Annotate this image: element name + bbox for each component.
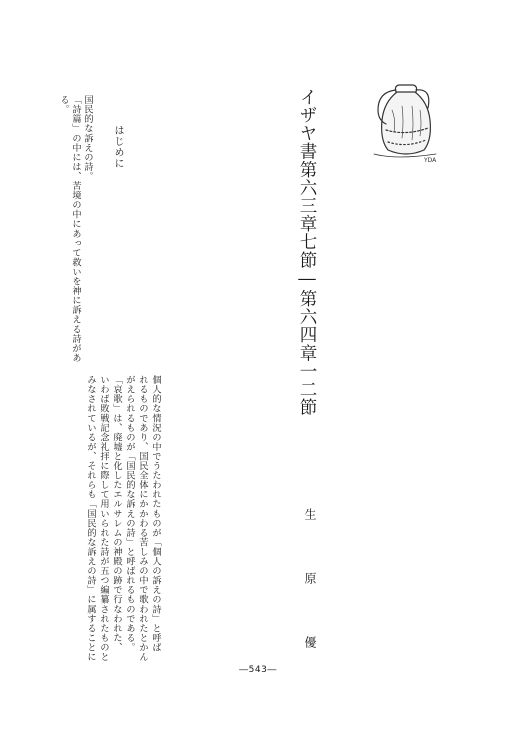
intro-line: 国民的な訴えの詩。 bbox=[82, 95, 93, 181]
clay-jar-illustration bbox=[366, 80, 446, 165]
body-line: みなされているが、それらも「国民的な訴えの詩」に属することに bbox=[85, 375, 96, 662]
intro-line: る。 bbox=[58, 95, 69, 115]
author-name: 生 原 優 bbox=[303, 508, 317, 668]
body-line: れるものであり、国民全体にかかわる苦しみの中で歌われたとかん bbox=[137, 375, 148, 662]
article-title: イザヤ書第六三章七節―第六四章一二節 bbox=[297, 88, 317, 417]
page-number: ―543― bbox=[239, 665, 277, 675]
section-heading: はじめに bbox=[112, 125, 123, 169]
body-line: いわば敗戦記念礼拝に際して用いられた詩が五つ編纂されたものと bbox=[98, 375, 109, 662]
body-line: 「哀歌」は、廃墟と化したエルサレムの神殿の跡で行なわれた、 bbox=[111, 375, 122, 652]
intro-line: 「詩篇」の中には、苦境の中にあって救いを神に訴える詩があ bbox=[70, 95, 81, 363]
body-line: がえられるものが「国民的な訴えの詩」と呼ばれるものである。 bbox=[124, 375, 135, 652]
body-line: 個人的な情況の中でうたわれたものが「個人の訴えの詩」と呼ば bbox=[150, 375, 161, 652]
illustrator-initials: YDA bbox=[424, 157, 437, 164]
